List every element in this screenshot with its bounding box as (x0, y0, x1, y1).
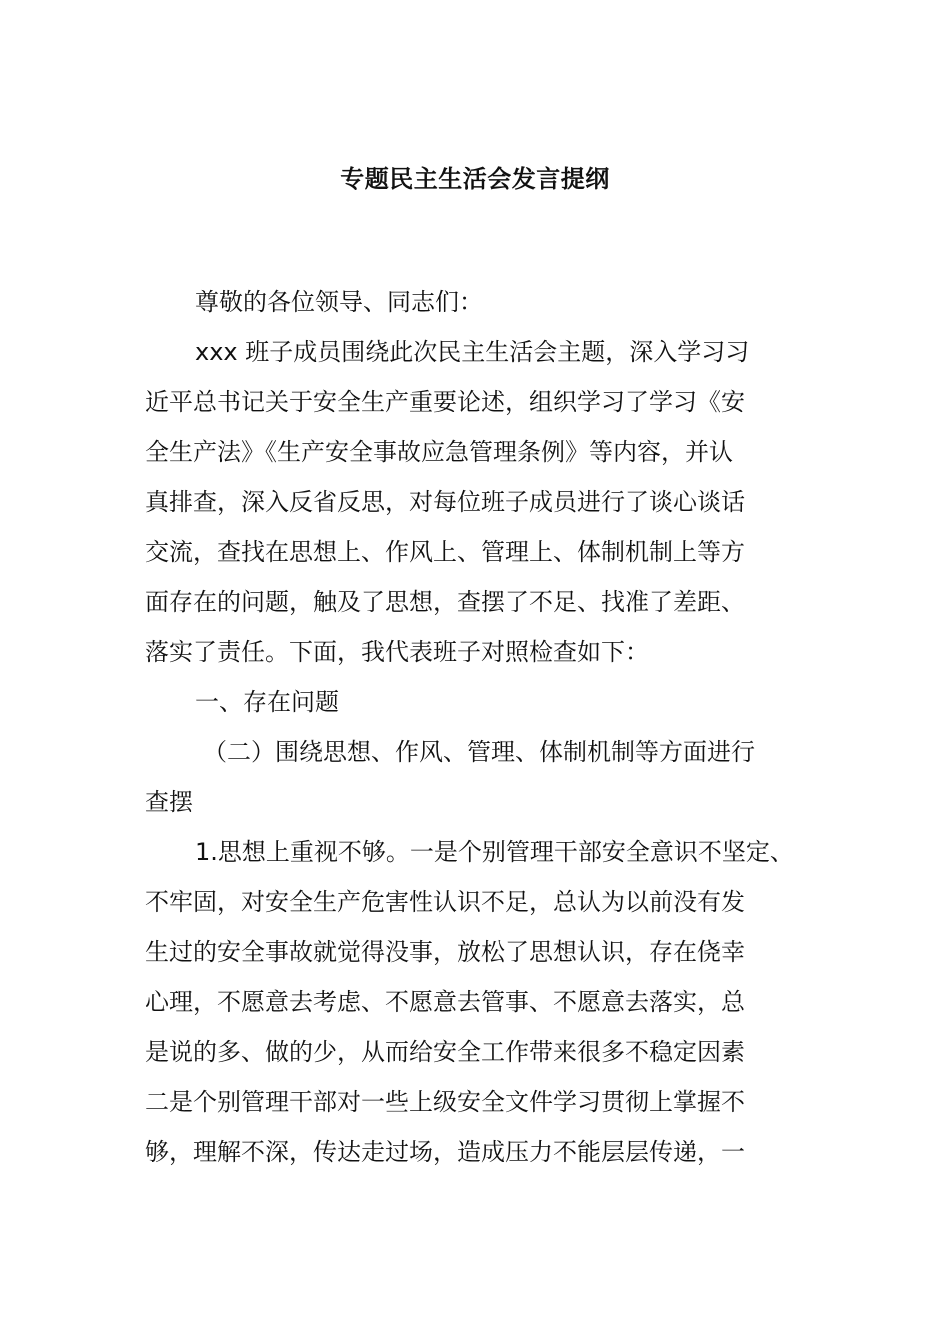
paragraph-line: 不牢固，对安全生产危害性认识不足，总认为以前没有发 (145, 888, 745, 916)
document-body (145, 277, 825, 1177)
paragraph-line: 1.思想上重视不够。一是个别管理干部安全意识不坚定、 (195, 838, 794, 866)
paragraph-line: 心理，不愿意去考虑、不愿意去管事、不愿意去落实，总 (145, 988, 745, 1016)
paragraph-line: 落实了责任。下面，我代表班子对照检查如下： (145, 638, 649, 666)
paragraph-line: 全生产法》《生产安全事故应急管理条例》等内容，并认 (145, 438, 733, 466)
paragraph-line: xxx 班子成员围绕此次民主生活会主题，深入学习习 (195, 338, 750, 366)
subsection-heading: （二）围绕思想、作风、管理、体制机制等方面进行 (203, 738, 755, 766)
paragraph-line: 生过的安全事故就觉得没事，放松了思想认识，存在侥幸 (145, 938, 745, 966)
paragraph-line: 近平总书记关于安全生产重要论述，组织学习了学习《安 (145, 388, 745, 416)
paragraph-line: 二是个别管理干部对一些上级安全文件学习贯彻上掌握不 (145, 1088, 745, 1116)
section-heading: 一、存在问题 (195, 688, 339, 716)
paragraph-line: 交流，查找在思想上、作风上、管理上、体制机制上等方 (145, 538, 745, 566)
paragraph-line: 够，理解不深，传达走过场，造成压力不能层层传递，一 (145, 1138, 745, 1166)
paragraph-line: 真排查，深入反省反思，对每位班子成员进行了谈心谈话 (145, 488, 745, 516)
document-title: 专题民主生活会发言提纲 (340, 165, 610, 193)
paragraph-line: 面存在的问题，触及了思想，查摆了不足、找准了差距、 (145, 588, 745, 616)
salutation-line: 尊敬的各位领导、同志们： (195, 288, 483, 316)
subsection-heading-cont: 查摆 (145, 788, 193, 816)
paragraph-line: 是说的多、做的少，从而给安全工作带来很多不稳定因素 (145, 1038, 745, 1066)
